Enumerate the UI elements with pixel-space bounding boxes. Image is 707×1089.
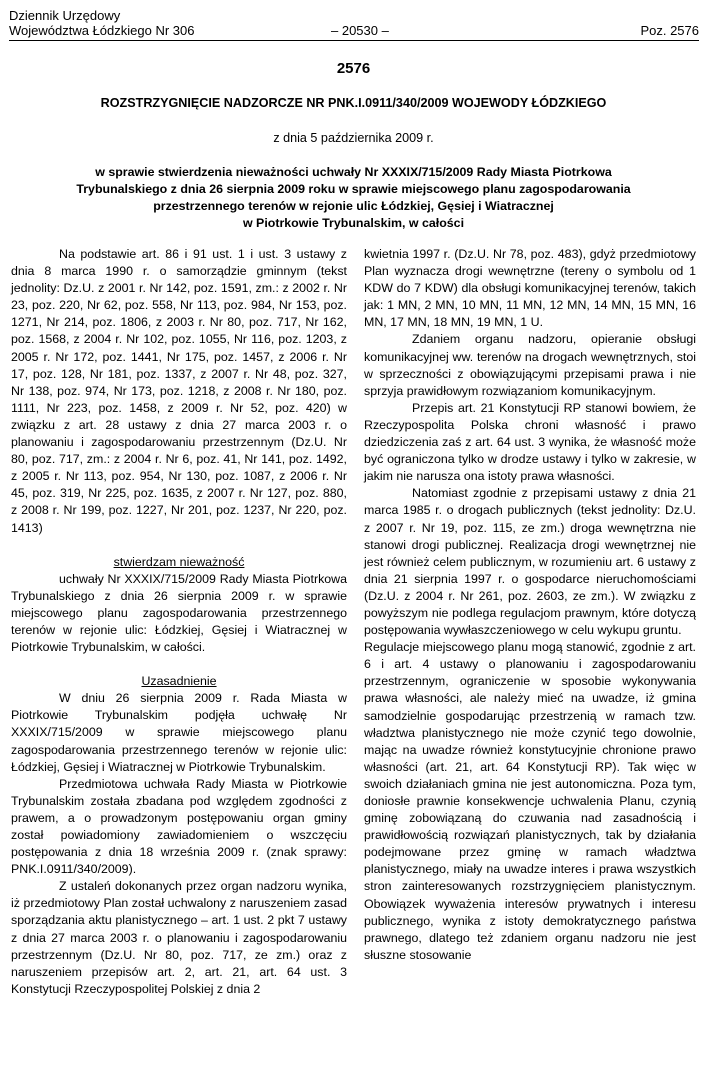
position-number: Poz. 2576 — [640, 23, 699, 38]
journal-issue: Województwa Łódzkiego Nr 306 — [9, 23, 195, 38]
legal-basis-paragraph: Na podstawie art. 86 i 91 ust. 1 i ust. 3 ustawy z dnia 8 marca 1990 r. o samorządzie gminnym (tekst jednolity: Dz.U. z 2001 r. Nr 142, poz. 1591, zm.: z 2002 r. Nr 23, poz. 220, Nr 62, poz. 558, Nr 113, poz. 984, Nr 153, poz. 1271, Nr 214, poz. 1806, z 2003 r. Nr 80, poz. 717, Nr 162, poz. 1568, z 2004 r. Nr 102, poz. 1055, Nr 116, poz. 1203, z 2005 r. Nr 172, poz. 1441, Nr 175, poz. 1457, z 2006 r. Nr 17, poz. 128, Nr 181, poz. 1337, z 2007 r. Nr 48, poz. 327, Nr 138, poz. 974, Nr 173, poz. 1218, z 2008 r. Nr 180, poz. 1111, Nr 223, poz. 1458, z 2009 r. Nr 52, poz. 420) w związku z art. 28 ustawy z dnia 27 marca 2003 r. o planowaniu i zagospodarowaniu przestrzennym (Dz.U. Nr 80, poz. 717, zm.: z 2004 r. Nr 6, poz. 41, Nr 141, poz. 1492, z 2005 r. Nr 113, poz. 954, Nr 130, poz. 1087, z 2006 r. Nr 45, poz. 319, Nr 225, poz. 1635, z 2007 r. Nr 127, poz. 880, z 2008 r. Nr 199, poz. 1227, Nr 201, poz. 1237, Nr 220, poz. 1413) — [11, 247, 347, 535]
justification-paragraph: Zdaniem organu nadzoru, opieranie obsługi komunikacyjnej ww. terenów na drogach wewnętrznych, stoi w sprzeczności z obowiązującymi przepisami prawa i nie sprzyja prawidłowym rozwiązaniom komunikacyjnym. — [364, 332, 696, 398]
justification-heading: Uzasadnienie — [141, 674, 217, 689]
justification-paragraph: Natomiast zgodnie z przepisami ustawy z dnia 21 marca 1985 r. o drogach publicznych (tekst jednolity: Dz.U. z 2007 r. Nr 19, poz. 115, ze zm.) droga wewnętrzna nie stanowi drogi publicznej. Realizacja drogi wewnętrznej nie jest również celem publicznym, w rozumieniu art. 6 ustawy z dnia 21 sierpnia 1997 r. o gospodarce nieruchomościami (Dz.U. z 2004 r. Nr 261, poz. 2603, ze zm.). W związku z powyższym nie podlega regulacjom prawnym, które dotyczą postępowania wywłaszczeniowego w celu wykupu gruntu. — [364, 486, 696, 638]
document-date: z dnia 5 października 2009 r. — [273, 131, 434, 145]
justification-paragraph: Regulacje miejscowego planu mogą stanowić, zgodnie z art. 6 i art. 4 ustawy o planowaniu i zagospodarowaniu przestrzennym, ograniczenie w sposobie wykonywania prawa własności, ale należy mieć na uwadze, iż gmina samodzielnie gospodarując przestrzenią w ramach tzw. władztwa planistycznego nie może czynić tego dowolnie, mając na uwadze również konstytucyjnie chronione prawo własności (art. 21, art. 64 Konstytucji RP). Tak więc w swoich działaniach gmina nie jest autonomiczna. Poza tym, doniosłe prawnie konsekwencje uchwalenia Planu, czynią gminę zobowiązaną do czuwania nad zasadnością i prawidłowością rozwiązań planistycznych, tak by działania podejmowane przez gminę w ramach władztwa planistycznego, miały na uwadze interes i prawa wszystkich stron zainteresowanych rozstrzygnięciem planistycznym. Obowiązek wyważenia interesów prywatnych i interesu publicznego, wynika z istoty demokratycznego państwa prawnego, dlatego też zdaniem organu nadzoru nie jest słuszne stosowanie — [364, 640, 696, 962]
document-subject — [36, 164, 671, 232]
decision-heading: stwierdzam nieważność — [113, 554, 245, 569]
document-title: ROZSTRZYGNIĘCIE NADZORCZE NR PNK.I.0911/340/2009 WOJEWODY ŁÓDZKIEGO — [100, 96, 607, 110]
decision-paragraph: uchwały Nr XXXIX/715/2009 Rady Miasta Piotrkowa Trybunalskiego z dnia 26 sierpnia 2009 r. w sprawie miejscowego planu zagospodarowania przestrzennego terenów w rejonie ulic: Łódzkiej, Gęsiej i Wiatracznej w Piotrkowie Trybunalskim, w całości. — [11, 571, 347, 655]
justification-paragraph: W dniu 26 sierpnia 2009 r. Rada Miasta w Piotrkowie Trybunalskim podjęła uchwałę Nr XXXIX/715/2009 w sprawie miejscowego planu zagospodarowania przestrzennego terenów w rejonie ulic: Łódzkiej, Gęsiej i Wiatracznej w Piotrkowie Trybunalskim. — [11, 691, 347, 774]
page-number: – 20530 – — [331, 23, 389, 38]
left-column — [11, 246, 347, 998]
right-column — [364, 246, 696, 964]
subject-line: w Piotrkowie Trybunalskim, w całości — [242, 216, 465, 230]
subject-line: przestrzennego terenów w rejonie ulic Łódzkiej, Gęsiej i Wiatracznej — [153, 199, 554, 213]
justification-paragraph: Przepis art. 21 Konstytucji RP stanowi bowiem, że Rzeczypospolita Polska chroni własność i prawo dziedziczenia zaś z art. 64 ust. 3 wynika, że własność może być ograniczona tylko w drodze ustawy i tylko w zakresie, w jakim nie narusza ona istoty prawa własności. — [364, 400, 696, 484]
justification-paragraph: kwietnia 1997 r. (Dz.U. Nr 78, poz. 483), gdyż przedmiotowy Plan wyznacza drogi wewnętrzne (tereny o symbolu od 1 KDW do 7 KDW) dla obsługi komunikacyjnej terenów, takich jak: 1 MN, 2 MN, 10 MN, 11 MN, 12 MN, 14 MN, 15 MN, 16 MN, 17 MN, 18 MN, 19 MN, 1 U. — [364, 247, 696, 330]
journal-name: Dziennik Urzędowy — [9, 8, 121, 23]
subject-line: w sprawie stwierdzenia nieważności uchwały Nr XXXIX/715/2009 Rady Miasta Piotrkowa — [95, 165, 612, 179]
justification-paragraph: Przedmiotowa uchwała Rady Miasta w Piotrkowie Trybunalskim została zbadana pod względem zgodności z prawem, a o prowadzonym postępowaniu organ gminy został powiadomiony zawiadomieniem o wszczęciu postępowania z dnia 18 września 2009 r. (znak sprawy: PNK.I.0911/340/2009). — [11, 776, 347, 877]
subject-line: Trybunalskiego z dnia 26 sierpnia 2009 roku w sprawie miejscowego planu zagospodarowania — [76, 182, 631, 196]
justification-paragraph: Z ustaleń dokonanych przez organ nadzoru wynika, iż przedmiotowy Plan został uchwalony z naruszeniem zasad sporządzania aktu planistycznego – art. 1 ust. 2 pkt 7 ustawy z dnia 27 marca 2003 r. o planowaniu i zagospodarowaniu przestrzennym (Dz.U. Nr 80, poz. 717, ze zm.) oraz z naruszeniem przepisów art. 2, art. 21, art. 64 ust. 3 Konstytucji Rzeczypospolitej Polskiej z dnia 2 — [11, 879, 347, 996]
document-number: 2576 — [336, 60, 371, 77]
header-rule — [9, 40, 699, 41]
page-header — [9, 8, 699, 38]
